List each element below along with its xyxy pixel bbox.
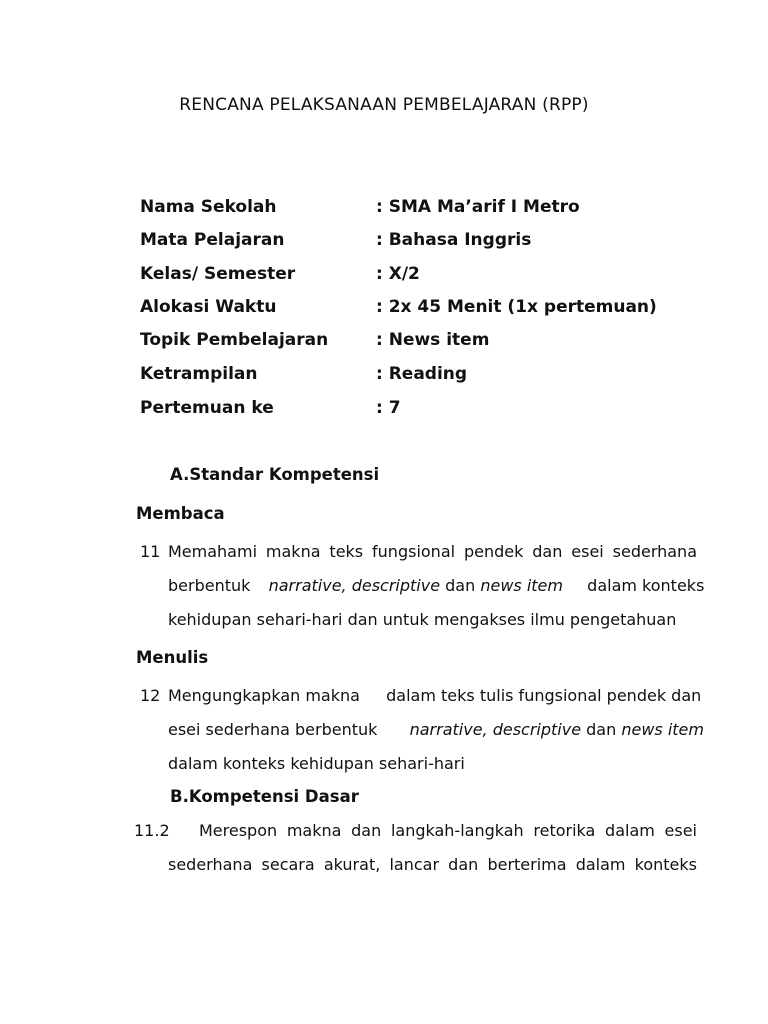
section-b-heading: B.Kompetensi Dasar: [170, 787, 359, 806]
menulis-heading: Menulis: [136, 648, 209, 667]
italic-text: news item: [621, 720, 704, 739]
item-number: 12: [140, 686, 161, 705]
info-value: : Reading: [376, 364, 468, 384]
italic-text: narrative, descriptive: [268, 576, 441, 595]
info-row-topic: [140, 330, 720, 354]
text-segment: esei sederhana berbentuk: [168, 720, 378, 739]
document-title: RENCANA PELAKSANAAN PEMBELAJARAN (RPP): [179, 95, 589, 115]
info-label: Pertemuan ke: [140, 398, 274, 418]
item11-line1: Memahami makna teks fungsional pendek dan esei sederhana: [168, 542, 697, 561]
info-label: Alokasi Waktu: [140, 297, 277, 317]
info-label: Kelas/ Semester: [140, 264, 296, 284]
text-segment: dalam teks tulis fungsional pendek dan: [386, 686, 702, 705]
info-value: : Bahasa Inggris: [376, 230, 532, 250]
italic-text: news item: [480, 576, 563, 595]
text-segment: dalam konteks: [587, 576, 705, 595]
item12-line3: dalam konteks kehidupan sehari-hari: [168, 754, 465, 773]
item12-line2: [168, 720, 704, 739]
info-row-subject: [140, 230, 720, 254]
info-label: Ketrampilan: [140, 364, 258, 384]
item11-line3: kehidupan sehari-hari dan untuk mengakses ilmu pengetahuan: [168, 610, 677, 629]
info-value: : X/2: [376, 264, 420, 284]
text-segment: dan: [445, 576, 476, 595]
info-label: Nama Sekolah: [140, 197, 277, 217]
info-value: : 7: [376, 398, 401, 418]
item11-line2: [168, 576, 705, 595]
text-segment: dan: [586, 720, 617, 739]
info-value: : News item: [376, 330, 490, 350]
item-number: 11.2: [134, 821, 170, 840]
info-row-class: [140, 264, 720, 288]
text-segment: berbentuk: [168, 576, 251, 595]
info-row-skill: [140, 364, 720, 388]
item112-line2: sederhana secara akurat, lancar dan berterima dalam konteks: [168, 855, 697, 874]
membaca-heading: Membaca: [136, 504, 225, 523]
italic-text: narrative, descriptive: [409, 720, 582, 739]
text-segment: Mengungkapkan makna: [168, 686, 360, 705]
item12-line1: [168, 686, 701, 705]
info-label: Topik Pembelajaran: [140, 330, 329, 350]
item-number: 11: [140, 542, 161, 561]
info-row-school: [140, 197, 720, 221]
item112-line1: Merespon makna dan langkah-langkah retorika dalam esei: [199, 821, 697, 840]
info-row-meeting: [140, 398, 720, 422]
section-a-heading: A.Standar Kompetensi: [170, 465, 380, 484]
info-value: : SMA Ma’arif I Metro: [376, 197, 580, 217]
info-label: Mata Pelajaran: [140, 230, 285, 250]
info-value: : 2x 45 Menit (1x pertemuan): [376, 297, 657, 317]
info-row-time: [140, 297, 720, 321]
